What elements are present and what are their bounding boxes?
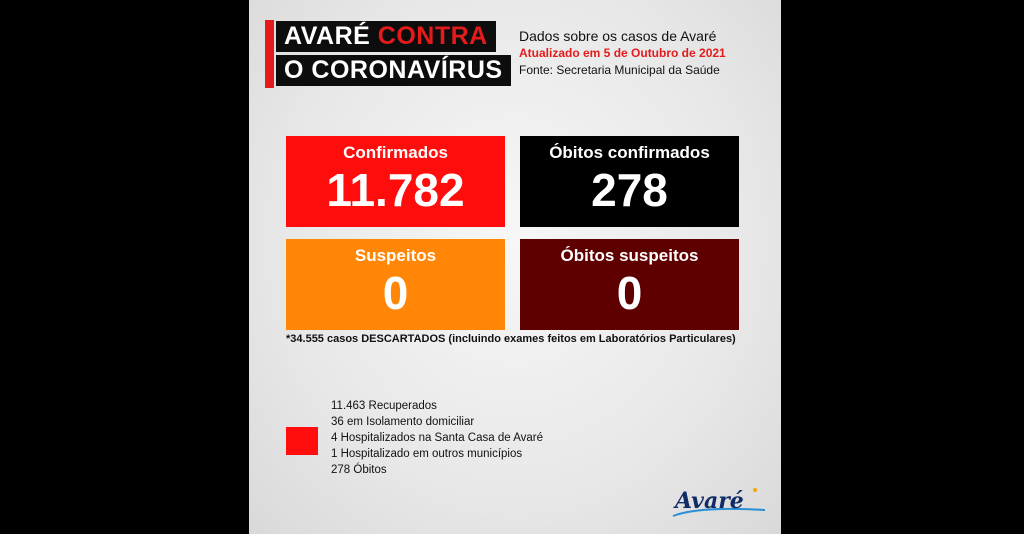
info-source: Fonte: Secretaria Municipal da Saúde — [519, 63, 720, 77]
legend-list — [331, 398, 543, 478]
deaths-suspected-box — [520, 239, 739, 330]
avare-logo — [669, 480, 769, 524]
title-line-2: O CORONAVÍRUS — [276, 55, 511, 86]
title-accent-bar — [265, 20, 274, 88]
legend-color-square — [286, 427, 318, 455]
legend-item: 278 Óbitos — [331, 464, 387, 476]
legend-item: 4 Hospitalizados na Santa Casa de Avaré — [331, 432, 544, 444]
suspected-value: 0 — [382, 267, 409, 319]
suspected-label: Suspeitos — [354, 246, 437, 265]
deaths-suspected-value: 0 — [616, 267, 643, 319]
confirmed-label: Confirmados — [343, 143, 448, 162]
deaths-confirmed-label: Óbitos confirmados — [549, 143, 710, 162]
logo-dot — [753, 488, 757, 492]
logo-text: Avaré — [675, 488, 744, 514]
infographic-card — [249, 0, 781, 534]
confirmed-box — [286, 136, 505, 227]
title-city: AVARÉ — [284, 22, 371, 50]
deaths-suspected-label: Óbitos suspeitos — [560, 246, 699, 265]
suspected-box — [286, 239, 505, 330]
info-block — [519, 27, 751, 79]
deaths-confirmed-box — [520, 136, 739, 227]
legend-item: 36 em Isolamento domiciliar — [331, 416, 475, 428]
title-line-1 — [276, 21, 496, 52]
deaths-confirmed-value: 278 — [591, 164, 668, 216]
discarded-note: *34.555 casos DESCARTADOS (incluindo exames feitos em Laboratórios Particulares) — [286, 333, 736, 345]
confirmed-value: 11.782 — [326, 164, 465, 216]
title-contra: CONTRA — [377, 22, 488, 50]
info-heading: Dados sobre os casos de Avaré — [519, 28, 717, 44]
legend-item: 1 Hospitalizado em outros municípios — [331, 448, 523, 460]
legend-item: 11.463 Recuperados — [331, 400, 437, 412]
info-updated: Atualizado em 5 de Outubro de 2021 — [519, 46, 726, 60]
